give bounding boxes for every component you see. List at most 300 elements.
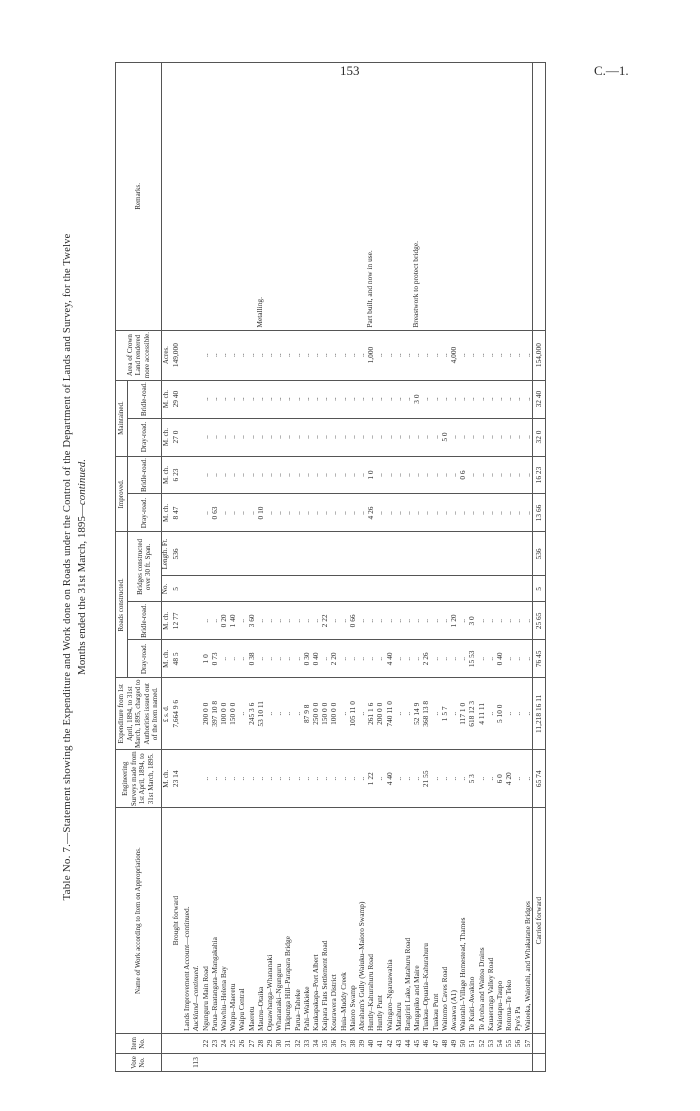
bridges-no-value — [247, 576, 256, 602]
bridges-no-value — [302, 576, 311, 602]
table-row — [375, 63, 384, 1072]
improved-dray-value: .. — [237, 494, 246, 532]
bridges-header: Bridges constructed over 30 ft. Span. — [127, 532, 161, 602]
vote-cell — [320, 1054, 329, 1072]
constructed-dray-value: .. — [375, 640, 384, 678]
work-name: Maioro Swamp — [348, 808, 357, 1034]
improved-dray-value: .. — [486, 494, 495, 532]
constructed-dray-value: .. — [357, 640, 366, 678]
bridges-length-value — [293, 532, 302, 576]
maintained-dray-value: .. — [219, 418, 228, 456]
bridges-length-value — [375, 532, 384, 576]
bridges-no-value — [339, 576, 348, 602]
remarks-value — [228, 63, 237, 331]
bridges-length-value — [403, 532, 412, 576]
item-number: 32 — [293, 1034, 302, 1054]
bf-surveys: 23 14 — [171, 750, 182, 808]
bridges-no-value — [486, 576, 495, 602]
vote-cell — [431, 1054, 440, 1072]
item-number: 25 — [228, 1034, 237, 1054]
bridges-length-value — [265, 532, 274, 576]
remarks-header: Remarks. — [116, 63, 162, 331]
maintained-dray-value: .. — [256, 418, 265, 456]
cf-surveys: 65 74 — [532, 750, 545, 808]
table-row — [329, 63, 338, 1072]
bridges-length-value — [458, 532, 467, 576]
item-number: 35 — [320, 1034, 329, 1054]
bridges-no-value — [237, 576, 246, 602]
constructed-bridle-value: .. — [495, 602, 504, 640]
improved-dray-value: .. — [477, 494, 486, 532]
remarks-value — [237, 63, 246, 331]
maintained-dray-value: .. — [348, 418, 357, 456]
surveys-value: .. — [237, 750, 246, 808]
surveys-value: .. — [348, 750, 357, 808]
maintained-bridle-value: .. — [403, 380, 412, 418]
maintained-bridle-value: .. — [440, 380, 449, 418]
expenditure-value: 100 0 0 — [329, 678, 338, 750]
constructed-bridle-value: 3 60 — [247, 602, 256, 640]
bridges-no-value — [504, 576, 513, 602]
work-name: Waiotahi–Village Homestead, Thames — [458, 808, 467, 1034]
table-row — [228, 63, 237, 1072]
remarks-value — [283, 63, 292, 331]
constructed-bridle-value: .. — [375, 602, 384, 640]
item-number: 33 — [302, 1034, 311, 1054]
maintained-bridle-value: .. — [513, 380, 522, 418]
table-row — [421, 63, 430, 1072]
work-name: Parua–Taheke — [293, 808, 302, 1034]
maintained-bridle-value: .. — [467, 380, 476, 418]
maintained-dray-value: .. — [210, 418, 219, 456]
work-name: Waipu Central — [237, 808, 246, 1034]
bridges-no-value — [348, 576, 357, 602]
bridges-length-value — [329, 532, 338, 576]
unit-surveys: M. ch. — [161, 750, 171, 808]
surveys-value: 4 20 — [504, 750, 513, 808]
constructed-dray-header: Dray-road. — [127, 640, 161, 678]
table-row — [293, 63, 302, 1072]
item-number: 38 — [348, 1034, 357, 1054]
item-number: 54 — [495, 1034, 504, 1054]
expenditure-value: 5 10 0 — [495, 678, 504, 750]
item-number: 53 — [486, 1034, 495, 1054]
cf-bridges-no: 5 — [532, 576, 545, 602]
bridges-no-value — [458, 576, 467, 602]
maintained-dray-value: .. — [412, 418, 421, 456]
improved-dray-value: 0 63 — [210, 494, 219, 532]
expenditure-value: .. — [293, 678, 302, 750]
constructed-dray-value: .. — [458, 640, 467, 678]
improved-bridle-value: .. — [523, 456, 533, 494]
vote-cell — [412, 1054, 421, 1072]
constructed-bridle-value: .. — [431, 602, 440, 640]
vote-cell — [449, 1054, 458, 1072]
bridges-no-value — [477, 576, 486, 602]
improved-bridle-value: .. — [449, 456, 458, 494]
vote-cell — [366, 1054, 375, 1072]
surveys-value: .. — [265, 750, 274, 808]
bridges-length-value — [339, 532, 348, 576]
bridges-no-value — [394, 576, 403, 602]
area-value: .. — [311, 330, 320, 380]
constructed-dray-value: 2 20 — [329, 640, 338, 678]
bf-m-dray: 27 0 — [171, 418, 182, 456]
maintained-dray-header: Dray-road. — [127, 418, 161, 456]
remarks-value — [431, 63, 440, 331]
constructed-dray-value: .. — [394, 640, 403, 678]
constructed-dray-value: .. — [523, 640, 533, 678]
improved-bridle-value: .. — [228, 456, 237, 494]
improved-dray-value: .. — [219, 494, 228, 532]
constructed-dray-value: .. — [339, 640, 348, 678]
work-name: Opuawhanga–Whananaki — [265, 808, 274, 1034]
area-value: .. — [403, 330, 412, 380]
improved-dray-value: .. — [394, 494, 403, 532]
constructed-dray-value: 0 40 — [311, 640, 320, 678]
bf-i-dray: 8 47 — [171, 494, 182, 532]
cf-c-dray: 76 45 — [532, 640, 545, 678]
bridges-no-value — [523, 576, 533, 602]
constructed-bridle-value: .. — [458, 602, 467, 640]
expenditure-value: .. — [237, 678, 246, 750]
surveys-value: .. — [302, 750, 311, 808]
maintained-dray-value: .. — [458, 418, 467, 456]
maintained-dray-value: .. — [421, 418, 430, 456]
vote-cell — [339, 1054, 348, 1072]
bf-expenditure: 7,664 9 6 — [171, 678, 182, 750]
area-value: 1,000 — [366, 330, 375, 380]
remarks-value — [320, 63, 329, 331]
table-row — [495, 63, 504, 1072]
item-number: 28 — [256, 1034, 265, 1054]
constructed-bridle-value: .. — [421, 602, 430, 640]
table-row — [412, 63, 421, 1072]
expenditure-value: 200 0 0 — [375, 678, 384, 750]
work-name: Waingaro–Ngaruawahia — [385, 808, 394, 1034]
brought-forward-row — [171, 63, 182, 1072]
bf-c-bridle: 12 77 — [171, 602, 182, 640]
constructed-bridle-value: .. — [311, 602, 320, 640]
improved-bridle-value: .. — [237, 456, 246, 494]
area-value: .. — [274, 330, 283, 380]
bridges-no-value — [513, 576, 522, 602]
surveys-value: .. — [440, 750, 449, 808]
maintained-bridle-value: .. — [274, 380, 283, 418]
maintained-dray-value: .. — [311, 418, 320, 456]
bridges-length-value — [348, 532, 357, 576]
improved-bridle-value: .. — [210, 456, 219, 494]
item-number: 57 — [523, 1034, 533, 1054]
area-value: .. — [431, 330, 440, 380]
improved-dray-value: .. — [320, 494, 329, 532]
caption-title: Expenditure and Work done on Roads under the Control of the Department of Lands and Survey, for the Twelve — [62, 233, 73, 726]
area-value: 4,000 — [449, 330, 458, 380]
expenditure-value: 105 11 0 — [348, 678, 357, 750]
item-number: 49 — [449, 1034, 458, 1054]
area-value: .. — [394, 330, 403, 380]
improved-dray-value: .. — [247, 494, 256, 532]
constructed-dray-value: 0 40 — [495, 640, 504, 678]
improved-dray-value: .. — [495, 494, 504, 532]
maintained-bridle-value: .. — [329, 380, 338, 418]
constructed-bridle-value: .. — [256, 602, 265, 640]
name-header: Name of Work according to Item on Appropriations. — [116, 808, 162, 1034]
cf-m-dray: 32 0 — [532, 418, 545, 456]
expenditure-value: 200 0 0 — [201, 678, 210, 750]
table-row — [477, 63, 486, 1072]
expenditure-value: .. — [431, 678, 440, 750]
vote-cell — [265, 1054, 274, 1072]
work-name: Ngunguru Main Road — [201, 808, 210, 1034]
area-value: .. — [486, 330, 495, 380]
table-row — [302, 63, 311, 1072]
cf-area: 154,000 — [532, 330, 545, 380]
cf-m-bridle: 32 40 — [532, 380, 545, 418]
work-name: Tikipunga Hill–Parapara Bridge — [283, 808, 292, 1034]
work-name: Matahuru — [394, 808, 403, 1034]
item-number: 44 — [403, 1034, 412, 1054]
bridges-no-value — [449, 576, 458, 602]
vote-no-header: Vote No. — [116, 1054, 162, 1072]
item-number: 30 — [274, 1034, 283, 1054]
improved-bridle-value: .. — [504, 456, 513, 494]
maintained-bridle-value: .. — [449, 380, 458, 418]
caption-line2: Months ended the 31st March, 1895— — [76, 505, 88, 676]
unit-bridges-length: Length. Ft. — [161, 532, 171, 576]
constructed-dray-value: .. — [265, 640, 274, 678]
remarks-value — [375, 63, 384, 331]
constructed-dray-value: .. — [431, 640, 440, 678]
work-name: Pye's Pa — [513, 808, 522, 1034]
maintained-bridle-value: .. — [256, 380, 265, 418]
bridges-length-value — [467, 532, 476, 576]
surveys-value: .. — [477, 750, 486, 808]
improved-bridle-value: .. — [486, 456, 495, 494]
expenditure-value: .. — [523, 678, 533, 750]
improved-dray-value: .. — [421, 494, 430, 532]
item-number: 39 — [357, 1034, 366, 1054]
remarks-value — [311, 63, 320, 331]
improved-dray-value: .. — [513, 494, 522, 532]
expenditure-value: 1 5 7 — [440, 678, 449, 750]
maintained-bridle-value: .. — [311, 380, 320, 418]
expenditure-value: 250 0 0 — [311, 678, 320, 750]
vote-cell — [283, 1054, 292, 1072]
cf-i-dray: 13 66 — [532, 494, 545, 532]
expenditure-value: 52 14 9 — [412, 678, 421, 750]
table-row — [458, 63, 467, 1072]
improved-dray-value: .. — [440, 494, 449, 532]
bridges-length-value — [486, 532, 495, 576]
vote-cell — [210, 1054, 219, 1072]
area-value: .. — [348, 330, 357, 380]
improved-dray-value: .. — [357, 494, 366, 532]
remarks-value — [329, 63, 338, 331]
vote-cell — [228, 1054, 237, 1072]
constructed-bridle-header: Bridle-road. — [127, 602, 161, 640]
table-footer — [532, 63, 545, 1072]
remarks-value — [247, 63, 256, 331]
expenditure-value: 261 1 6 — [366, 678, 375, 750]
bridges-no-value — [375, 576, 384, 602]
table-body — [161, 63, 532, 1072]
expenditure-value: .. — [504, 678, 513, 750]
item-number: 31 — [283, 1034, 292, 1054]
maintained-header: Maintained. — [116, 380, 128, 456]
item-number: 34 — [311, 1034, 320, 1054]
unit-expenditure: £ s. d. — [161, 678, 171, 750]
maintained-bridle-value: .. — [265, 380, 274, 418]
area-value: .. — [210, 330, 219, 380]
maintained-bridle-value: .. — [385, 380, 394, 418]
bridges-no-value — [357, 576, 366, 602]
constructed-bridle-value: .. — [403, 602, 412, 640]
area-value: .. — [256, 330, 265, 380]
work-name: Waitomo Caves Road — [440, 808, 449, 1034]
table-row — [431, 63, 440, 1072]
constructed-dray-value: .. — [440, 640, 449, 678]
work-name: Huia–Muddy Creek — [339, 808, 348, 1034]
constructed-dray-value: .. — [219, 640, 228, 678]
item-number: 52 — [477, 1034, 486, 1054]
surveys-value: .. — [375, 750, 384, 808]
maintained-bridle-value: 3 0 — [412, 380, 421, 418]
table-row — [201, 63, 210, 1072]
document-code: C.—1. — [594, 63, 629, 78]
improved-dray-value: .. — [293, 494, 302, 532]
improved-bridle-value: .. — [311, 456, 320, 494]
maintained-dray-value: .. — [228, 418, 237, 456]
expenditure-value: .. — [394, 678, 403, 750]
improved-dray-value: .. — [449, 494, 458, 532]
vote-cell — [237, 1054, 246, 1072]
surveys-value: .. — [523, 750, 533, 808]
vote-cell — [486, 1054, 495, 1072]
improved-bridle-value: .. — [274, 456, 283, 494]
improved-header: Improved. — [116, 456, 128, 532]
bridges-length-value — [357, 532, 366, 576]
expenditure-value: 618 12 3 — [467, 678, 476, 750]
surveys-value: 1 22 — [366, 750, 375, 808]
units-row — [161, 63, 171, 1072]
bridges-no-value — [265, 576, 274, 602]
maintained-dray-value: .. — [329, 418, 338, 456]
constructed-bridle-value: .. — [339, 602, 348, 640]
cf-expenditure: 11,218 16 11 — [532, 678, 545, 750]
maintained-dray-value: .. — [495, 418, 504, 456]
table-row — [320, 63, 329, 1072]
item-number: 27 — [247, 1034, 256, 1054]
constructed-dray-value: 4 40 — [385, 640, 394, 678]
expenditure-value: .. — [283, 678, 292, 750]
bridges-length-value — [256, 532, 265, 576]
maintained-bridle-value: .. — [504, 380, 513, 418]
expenditure-value: 245 3 6 — [247, 678, 256, 750]
maintained-dray-value: .. — [385, 418, 394, 456]
constructed-dray-value: .. — [366, 640, 375, 678]
bridges-length-value — [237, 532, 246, 576]
improved-bridle-value: .. — [293, 456, 302, 494]
district-heading: Auckland—continued. — [191, 808, 200, 1034]
improved-bridle-header: Bridle-road. — [127, 456, 161, 494]
table-row — [339, 63, 348, 1072]
area-value: .. — [467, 330, 476, 380]
constructed-bridle-value: 3 0 — [467, 602, 476, 640]
constructed-dray-value: .. — [293, 640, 302, 678]
vote-cell — [201, 1054, 210, 1072]
maintained-dray-value: .. — [247, 418, 256, 456]
maintained-dray-value: .. — [394, 418, 403, 456]
vote-cell — [523, 1054, 533, 1072]
work-name: Whananaki–Ngunguru — [274, 808, 283, 1034]
vote-cell — [302, 1054, 311, 1072]
improved-bridle-value: .. — [394, 456, 403, 494]
constructed-dray-value: .. — [449, 640, 458, 678]
item-number: 24 — [219, 1034, 228, 1054]
maintained-bridle-value: .. — [320, 380, 329, 418]
vote-cell — [394, 1054, 403, 1072]
maintained-bridle-value: .. — [495, 380, 504, 418]
improved-dray-value: .. — [228, 494, 237, 532]
improved-bridle-value: .. — [431, 456, 440, 494]
constructed-bridle-value: .. — [366, 602, 375, 640]
constructed-dray-value: 0 38 — [247, 640, 256, 678]
unit-i-bridle: M. ch. — [161, 456, 171, 494]
remarks-value — [293, 63, 302, 331]
area-value: .. — [265, 330, 274, 380]
constructed-dray-value: .. — [256, 640, 265, 678]
item-number: 50 — [458, 1034, 467, 1054]
remarks-value: Metalling. — [256, 63, 265, 331]
expenditure-value: 53 10 11 — [256, 678, 265, 750]
remarks-value: Part built, and now in use. — [366, 63, 375, 331]
surveys-value: .. — [329, 750, 338, 808]
constructed-dray-value: .. — [403, 640, 412, 678]
item-number: 45 — [412, 1034, 421, 1054]
bridges-no-value — [219, 576, 228, 602]
surveys-value: .. — [357, 750, 366, 808]
bridges-length-value — [247, 532, 256, 576]
bridges-no-value — [283, 576, 292, 602]
vote-cell — [477, 1054, 486, 1072]
surveys-value: .. — [219, 750, 228, 808]
remarks-value — [265, 63, 274, 331]
vote-cell — [357, 1054, 366, 1072]
cf-bridges-length: 536 — [532, 532, 545, 576]
remarks-value — [495, 63, 504, 331]
maintained-dray-value: .. — [486, 418, 495, 456]
improved-dray-value: .. — [403, 494, 412, 532]
table-row — [247, 63, 256, 1072]
constructed-dray-value: 1 0 — [201, 640, 210, 678]
expenditure-value: 4 11 11 — [477, 678, 486, 750]
surveys-value: .. — [394, 750, 403, 808]
work-name: Waiotapu–Taupo — [495, 808, 504, 1034]
bridges-no-value — [293, 576, 302, 602]
item-no-header: Item No. — [116, 1034, 162, 1054]
remarks-value — [348, 63, 357, 331]
maintained-bridle-value: .. — [201, 380, 210, 418]
maintained-dray-value: .. — [504, 418, 513, 456]
constructed-bridle-value: .. — [440, 602, 449, 640]
vote-cell — [219, 1054, 228, 1072]
bridges-no-value — [256, 576, 265, 602]
improved-dray-value: .. — [523, 494, 533, 532]
maintained-dray-value: .. — [467, 418, 476, 456]
area-value: .. — [412, 330, 421, 380]
work-name: Abraham's Gully (Waiuku–Maioro Swamp) — [357, 808, 366, 1034]
